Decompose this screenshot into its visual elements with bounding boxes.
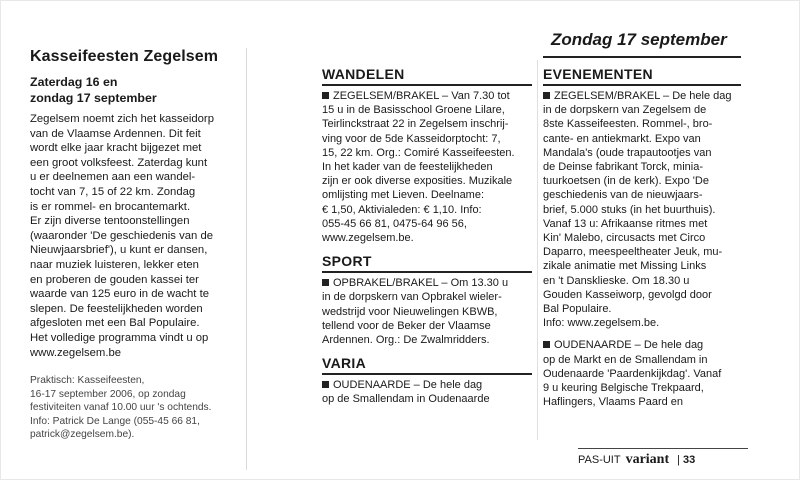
body-line: van de Vlaamse Ardennen. Dit feit <box>30 127 201 140</box>
body-line: Er zijn diverse tentoonstellingen <box>30 215 190 228</box>
listing-line: tellend voor de Beker der Vlaamse <box>322 319 491 332</box>
footer-rule <box>578 448 748 449</box>
listing-line <box>543 89 741 103</box>
body-line: naar muziek luisteren, lekker eten <box>30 258 199 271</box>
article-title: Kasseifeesten Zegelsem <box>30 48 219 65</box>
listing-item <box>543 338 741 409</box>
listing-line: 15 u in de Basisschool Groene Lilare, <box>322 104 505 117</box>
listing-line: Oudenaarde 'Paardenkijkdag'. Vanaf <box>543 367 722 380</box>
listing-line-text: ZEGELSEM/BRAKEL – De hele dag <box>554 90 732 102</box>
listing-line: zikale animatie met Missing Links <box>543 260 707 273</box>
square-bullet-icon <box>543 341 550 348</box>
body-line: afgesloten met een Bal Populaire. <box>30 317 200 330</box>
listing-line <box>543 338 741 352</box>
listing-line: en 't Dansklieske. Om 18.30 u <box>543 274 690 287</box>
listing-line: zijn er ook diverse exposities. Muzikale <box>322 175 513 188</box>
practical-line: Praktisch: Kasseifeesten, <box>30 375 145 387</box>
article-body <box>30 112 246 360</box>
square-bullet-icon <box>322 381 329 388</box>
listing-line: 9 u keuring Belgische Trekpaard, <box>543 382 704 395</box>
listing-line: Gouden Kasseiworp, gevolgd door <box>543 288 712 301</box>
section-rule <box>322 84 532 86</box>
section-rule <box>543 84 741 86</box>
listing-line: Mandala's (oude trapautootjes van <box>543 146 712 159</box>
body-line: tocht van 7, 15 of 22 km. Zondag <box>30 185 196 198</box>
page-number: 33 <box>683 454 696 466</box>
listing-line: ving voor de 5de Kasseidorptocht: 7, <box>322 132 501 145</box>
listing-line: In het kader van de feestelijkheden <box>322 161 493 174</box>
listing-item <box>322 378 532 406</box>
listing-line: Vanaf 13 u: Afrikaanse ritmes met <box>543 217 708 230</box>
section-heading-wandelen: WANDELEN <box>322 66 405 82</box>
listing-line: de Deinse fabrikant Torck, minia- <box>543 161 703 174</box>
footer-section: PAS-UIT <box>578 454 621 466</box>
listing-line: 8ste Kasseifeesten. Rommel-, bro- <box>543 118 713 131</box>
right-listings <box>543 60 741 417</box>
practical-line: 16-17 september 2006, op zondag <box>30 388 186 400</box>
listing-line: 15, 22 km. Org.: Comiré Kasseifeesten. <box>322 146 515 159</box>
left-article <box>24 48 247 470</box>
listing-line: Kin' Malebo, circusacts met Circo <box>543 232 706 245</box>
listing-line: omlijsting met Lieven. Deelname: <box>322 189 485 202</box>
section-heading-evenementen: EVENEMENTEN <box>543 66 653 82</box>
listing-line: Info: www.zegelsem.be. <box>543 317 660 330</box>
listing-line: 055-45 66 81, 0475-64 96 56, <box>322 217 467 230</box>
listing-line: www.zegelsem.be. <box>322 232 414 245</box>
practical-info <box>30 374 246 442</box>
section-rule <box>322 271 532 273</box>
body-line: een groot volksfeest. Zaterdag kunt <box>30 156 208 169</box>
practical-line: festiviteiten vanaf 10.00 uur 's ochtends. <box>30 402 212 414</box>
listing-line: brief, 5.000 stuks (in het buurthuis). <box>543 203 716 216</box>
listing-line-text: ZEGELSEM/BRAKEL – Van 7.30 tot <box>333 90 510 102</box>
magazine-brand: variant <box>625 452 670 467</box>
date-heading-rule <box>543 56 741 58</box>
section-rule <box>322 373 532 375</box>
body-line: www.zegelsem.be <box>30 346 122 359</box>
page-footer <box>578 452 748 468</box>
square-bullet-icon <box>322 279 329 286</box>
listing-line <box>322 378 532 392</box>
listing-line: in de dorpskern van Zegelsem de <box>543 104 707 117</box>
middle-listings <box>322 60 532 415</box>
listing-line: Haflingers, Vlaams Paard en <box>543 396 684 409</box>
listing-item <box>543 89 741 330</box>
listing-line: Bal Populaire. <box>543 303 612 316</box>
body-line: Nieuwjaarsbrief'), u kunt er dansen, <box>30 244 208 257</box>
body-line: en proberen de gouden kassei ter <box>30 273 199 286</box>
column-divider <box>537 60 538 440</box>
section-heading-sport: SPORT <box>322 253 372 270</box>
body-line: slepen. De feestelijkheden worden <box>30 302 203 315</box>
listing-line: Daparro, meespeeltheater Jeuk, mu- <box>543 246 723 259</box>
listing-line <box>322 276 532 290</box>
listing-line: cante- en antiekmarkt. Expo van <box>543 132 701 145</box>
practical-line: Info: Patrick De Lange (055-45 66 81, <box>30 415 200 427</box>
listing-line-text: OPBRAKEL/BRAKEL – Om 13.30 u <box>333 277 509 290</box>
body-line: is er rommel- en brocantemarkt. <box>30 200 191 213</box>
body-line: Het volledige programma vindt u op <box>30 331 209 344</box>
listing-line: geschiedenis van de nieuwjaars- <box>543 189 703 202</box>
body-line: waarde van 125 euro in de wacht te <box>30 288 209 301</box>
listing-item <box>322 89 532 245</box>
subtitle-line: Zaterdag 16 en <box>30 75 118 89</box>
listing-line-text: OUDENAARDE – De hele dag <box>333 379 483 392</box>
practical-line: patrick@zegelsem.be). <box>30 429 135 441</box>
listing-line: op de Smallendam in Oudenaarde <box>322 393 490 406</box>
listing-item <box>322 276 532 347</box>
listing-line-text: OUDENAARDE – De hele dag <box>554 339 704 352</box>
listing-line <box>322 89 532 103</box>
section-heading-varia: VARIA <box>322 355 367 372</box>
body-line: Zegelsem noemt zich het kasseidorp <box>30 113 214 125</box>
listing-line: wedstrijd voor Nieuwelingen KBWB, <box>322 305 498 318</box>
body-line: u er deelnemen aan een wandel- <box>30 171 196 184</box>
listing-line: € 1,50, Aktivialeden: € 1,10. Info: <box>322 203 482 216</box>
listing-line: tuurkoetsen (in de kerk). Expo 'De <box>543 175 709 188</box>
listing-line: in de dorpskern van Opbrakel wieler- <box>322 291 502 304</box>
subtitle-line: zondag 17 september <box>30 91 157 105</box>
listing-line: Ardennen. Org.: De Zwalmridders. <box>322 334 490 347</box>
body-line: wordt elke jaar kracht bijgezet met <box>30 142 202 155</box>
footer-separator: | <box>677 454 680 466</box>
square-bullet-icon <box>322 92 329 99</box>
body-line: (waaronder 'De geschiedenis van de <box>30 229 214 242</box>
date-heading: Zondag 17 september <box>551 30 727 49</box>
square-bullet-icon <box>543 92 550 99</box>
article-subtitle <box>30 74 246 106</box>
listing-line: op de Markt en de Smallendam in <box>543 353 708 366</box>
listing-line: Teirlinckstraat 22 in Zegelsem inschrij- <box>322 118 509 131</box>
